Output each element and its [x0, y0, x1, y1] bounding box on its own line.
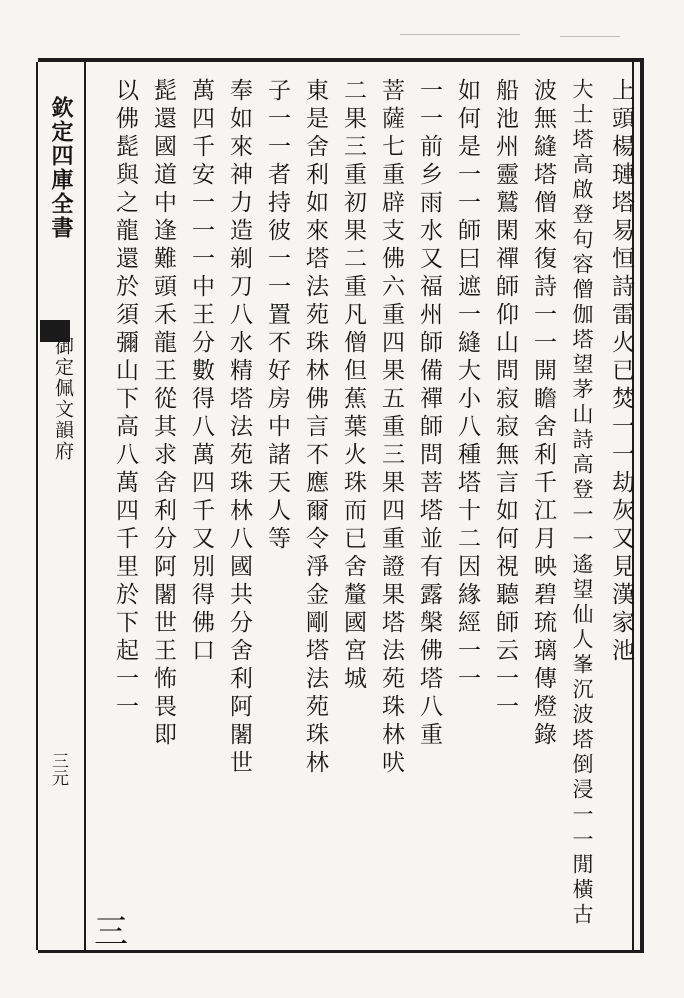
frame-top-rule — [38, 58, 644, 62]
gutter-outer-rule — [36, 62, 38, 950]
text-column-1: 上頭楊璉塔易恒詩雷火已焚一一劫灰又見漢家池 — [608, 78, 634, 666]
book-title: 御定佩文韻府 — [52, 336, 74, 462]
frame-bottom-rule — [38, 950, 644, 953]
folio-number: 三元 — [48, 752, 68, 786]
text-column-4: 船池州靈鷲閑禪師仰山問寂寂無言如何視聽師云一一 — [492, 78, 518, 722]
text-column-9: 東是舍利如來塔法苑珠林佛言不應爾令淨金剛塔法苑珠林 — [302, 78, 328, 778]
text-column-3: 波無縫塔僧來復詩一一開瞻舍利千江月映碧琉璃傳燈錄 — [530, 78, 556, 750]
text-column-2: 大士塔高啟登句容僧伽塔望茅山詩高登一一遙望仙人峯沉波塔倒浸一一閒橫古 — [570, 78, 594, 928]
scan-speck — [560, 36, 620, 37]
text-column-12: 萬四千安一一一中王分數得八萬四千又別得佛口 — [188, 78, 214, 666]
text-column-10: 子一一者持彼一一置不好房中諸天人等 — [264, 78, 290, 554]
scan-speck — [400, 34, 520, 35]
text-column-5: 如何是一一師曰遮一縫大小八種塔十二因緣經一一 — [454, 78, 480, 694]
gutter-rule — [84, 62, 86, 950]
text-column-8: 二果三重初果二重凡僧但蕉葉火珠而已舍釐國宮城 — [340, 78, 366, 694]
text-column-11: 奉如來神力造剃刀八水精塔法苑珠林八國共分舍利阿闍世 — [226, 78, 252, 778]
text-column-13: 髭還國道中逢難頭禾龍王從其求舍利分阿闍世王怖畏即 — [150, 78, 176, 750]
page-number: 三 — [94, 912, 128, 952]
text-column-14: 以佛髭與之龍還於須彌山下高八萬四千里於下起一一 — [112, 78, 138, 722]
frame-right-rule — [640, 58, 644, 953]
text-column-6: 一一前乡雨水又福州師備禪師問菩塔並有露槃佛塔八重 — [416, 78, 442, 750]
margin-edge-title: 欽定四庫全書 — [48, 96, 74, 240]
text-column-7: 菩薩七重辟支佛六重四果五重三果四重證果塔法苑珠林吠 — [378, 78, 404, 778]
